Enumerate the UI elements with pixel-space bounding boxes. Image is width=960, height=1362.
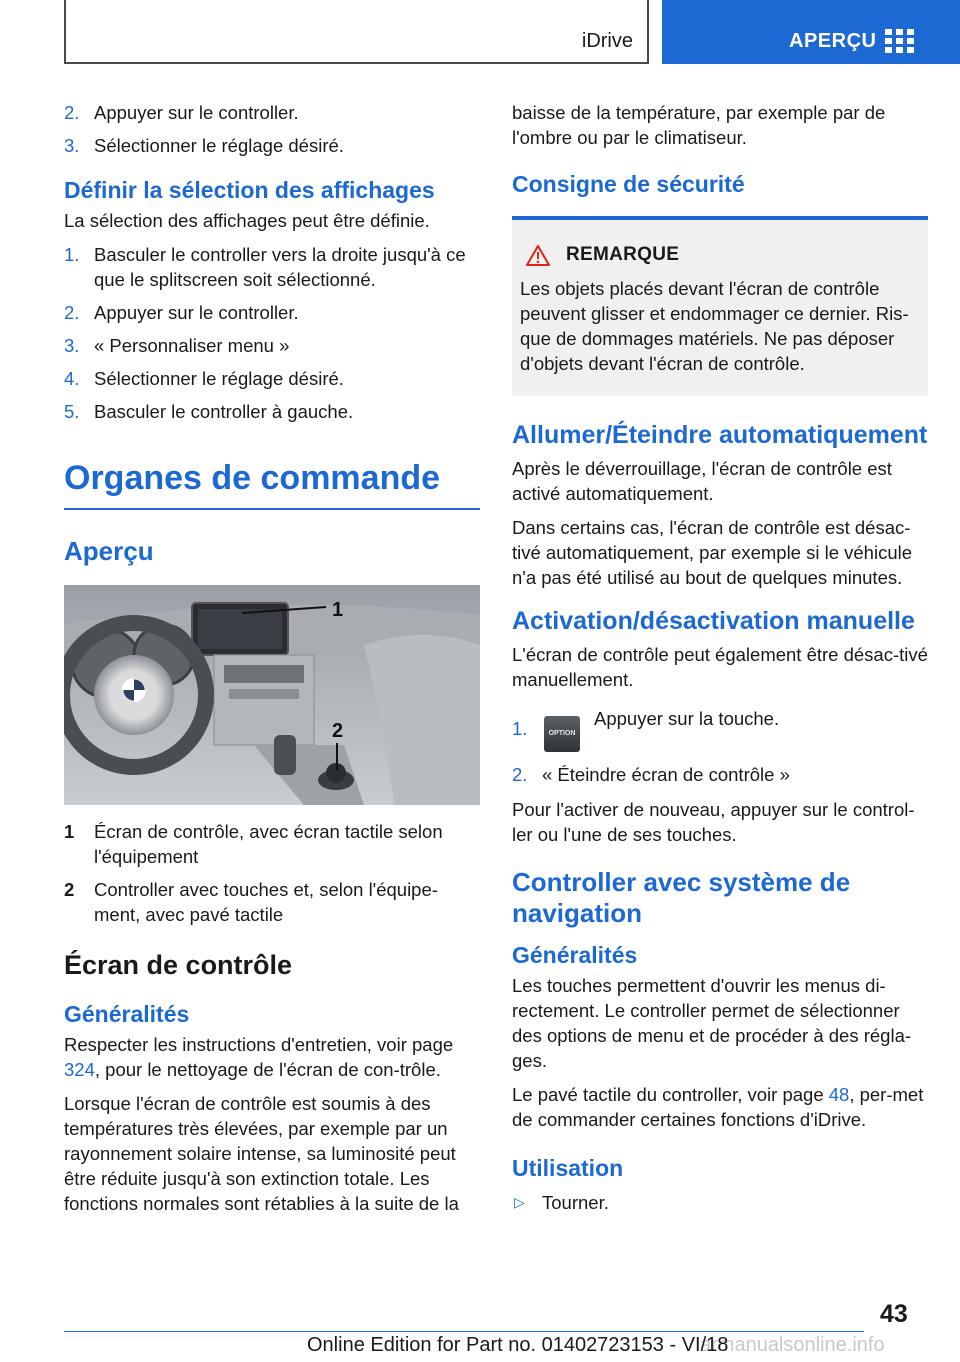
warning-text: Les objets placés devant l'écran de contrôle peuvent glisser et endommager ce dernier. Ris-que de dommages matériels. Ne pas déposer d'objets devant l'écran de contrôle. <box>520 278 909 374</box>
page-link-324[interactable]: 324 <box>64 1059 95 1080</box>
bullets-utilisation <box>512 1190 928 1215</box>
step-text: Appuyer sur la touche. <box>594 708 780 729</box>
step-number: 1. <box>512 718 528 739</box>
paragraph-pave: Le pavé tactile du controller, voir page 48, per-met de commander certaines fonctions d'iDrive. <box>512 1084 924 1130</box>
list-item <box>64 100 480 125</box>
legend-text: Écran de contrôle, avec écran tactile selon l'équipement <box>94 821 443 867</box>
warning-label: REMARQUE <box>566 244 680 265</box>
paragraph-touches: Les touches permettent d'ouvrir les menus di-rectement. Le controller permet de sélectionner des options de menu et de procéder à des régla-ges. <box>512 975 912 1071</box>
watermark: armanualsonline.info <box>700 1334 885 1356</box>
paragraph-respect: Respecter les instructions d'entretien, voir page 324, pour le nettoyage de l'écran de con-trôle. <box>64 1034 454 1080</box>
heading-apercu: Aperçu <box>64 536 154 566</box>
heading-ecran-controle: Écran de contrôle <box>64 950 293 980</box>
header-chapter-tab[interactable] <box>662 0 960 64</box>
grid-menu-icon <box>885 29 915 53</box>
footer-rule <box>64 1331 864 1332</box>
callout-2: 2 <box>332 720 344 742</box>
step-number: 5. <box>64 401 80 422</box>
list-item <box>512 1190 928 1215</box>
list-item <box>64 399 480 424</box>
left-column <box>64 100 480 1225</box>
step-text: « Éteindre écran de contrôle » <box>542 764 790 785</box>
step-number: 2. <box>64 102 80 123</box>
heading-auto: Allumer/Éteindre automatiquement <box>512 421 928 449</box>
step-text: Appuyer sur le controller. <box>94 302 299 323</box>
paragraph-temperature: Lorsque l'écran de contrôle est soumis à des températures très élevées, par exemple par un rayonnement solaire intense, sa luminosité peut être réduite jusqu'à son extinction totale. Les fonctions normales sont rétablies à la suite de la <box>64 1093 459 1214</box>
paragraph-continuation: baisse de la température, par exemple par de l'ombre ou par le climatiseur. <box>512 102 886 148</box>
list-item <box>64 366 480 391</box>
paragraph-auto-1: Après le déverrouillage, l'écran de contrôle est activé automatiquement. <box>512 458 892 504</box>
step-number: 4. <box>64 368 80 389</box>
legend-item <box>64 819 480 869</box>
step-number: 2. <box>64 302 80 323</box>
step-text: Sélectionner le réglage désiré. <box>94 135 344 156</box>
triangle-bullet-icon: ▷ <box>514 1194 525 1210</box>
legend-number: 2 <box>64 879 75 900</box>
legend-text: Controller avec touches et, selon l'équipe-ment, avec pavé tactile <box>94 879 438 925</box>
steps-manual <box>512 706 928 787</box>
header-frame <box>64 0 649 64</box>
step-number: 3. <box>64 335 80 356</box>
right-column <box>512 100 928 1215</box>
heading-utilisation: Utilisation <box>512 1155 624 1181</box>
list-item <box>64 242 480 292</box>
step-number: 2. <box>512 764 528 785</box>
header-chapter-label: APERÇU <box>789 30 877 52</box>
heading-controller-navigation: Controller avec système de navigation <box>512 867 851 928</box>
step-text: Appuyer sur le controller. <box>94 102 299 123</box>
option-button-icon: OPTION <box>544 716 580 752</box>
step-number: 1. <box>64 244 80 265</box>
heading-generalites-right: Généralités <box>512 942 638 968</box>
figure-legend <box>64 819 480 927</box>
page-number: 43 <box>880 1300 908 1328</box>
list-item <box>512 706 928 752</box>
paragraph-display-selection: La sélection des affichages peut être définie. <box>64 210 430 231</box>
list-item <box>64 133 480 158</box>
dashboard-illustration <box>64 585 480 805</box>
bullet-text: Tourner. <box>542 1192 609 1213</box>
heading-generalites: Généralités <box>64 1001 190 1027</box>
step-number: 3. <box>64 135 80 156</box>
list-item <box>512 762 928 787</box>
step-text: Sélectionner le réglage désiré. <box>94 368 344 389</box>
heading-display-selection: Définir la sélection des affichages <box>64 177 435 203</box>
heading-consigne: Consigne de sécurité <box>512 171 745 197</box>
warning-box <box>512 216 928 396</box>
warning-title <box>526 244 920 266</box>
legend-item <box>64 877 480 927</box>
heading-manual: Activation/désactivation manuelle <box>512 607 915 635</box>
steps-top <box>64 100 480 158</box>
step-text: « Personnaliser menu » <box>94 335 290 356</box>
legend-number: 1 <box>64 821 75 842</box>
paragraph-auto-2: Dans certains cas, l'écran de contrôle est désac-tivé automatiquement, par exemple si le véhicule n'a pas été utilisé au bout de quelques minutes. <box>512 517 913 588</box>
step-text: Basculer le controller à gauche. <box>94 401 354 422</box>
cockpit-drawing <box>64 585 480 805</box>
footer-edition: Online Edition for Part no. 01402723153 - VI/18 <box>307 1334 729 1356</box>
step-text: Basculer le controller vers la droite jusqu'à ce que le splitscreen soit sélectionné. <box>94 244 466 290</box>
header-section-title: iDrive <box>581 30 633 52</box>
page-link-48[interactable]: 48 <box>828 1084 850 1105</box>
paragraph-reactivate: Pour l'activer de nouveau, appuyer sur le control-ler ou l'une de ses touches. <box>512 799 915 845</box>
paragraph-manual: L'écran de contrôle peut également être désac-tivé manuellement. <box>512 644 928 690</box>
warning-triangle-icon <box>526 244 550 266</box>
steps-display <box>64 242 480 424</box>
list-item <box>64 300 480 325</box>
callout-1: 1 <box>332 599 344 621</box>
chapter-heading: Organes de commande <box>64 458 480 510</box>
list-item <box>64 333 480 358</box>
